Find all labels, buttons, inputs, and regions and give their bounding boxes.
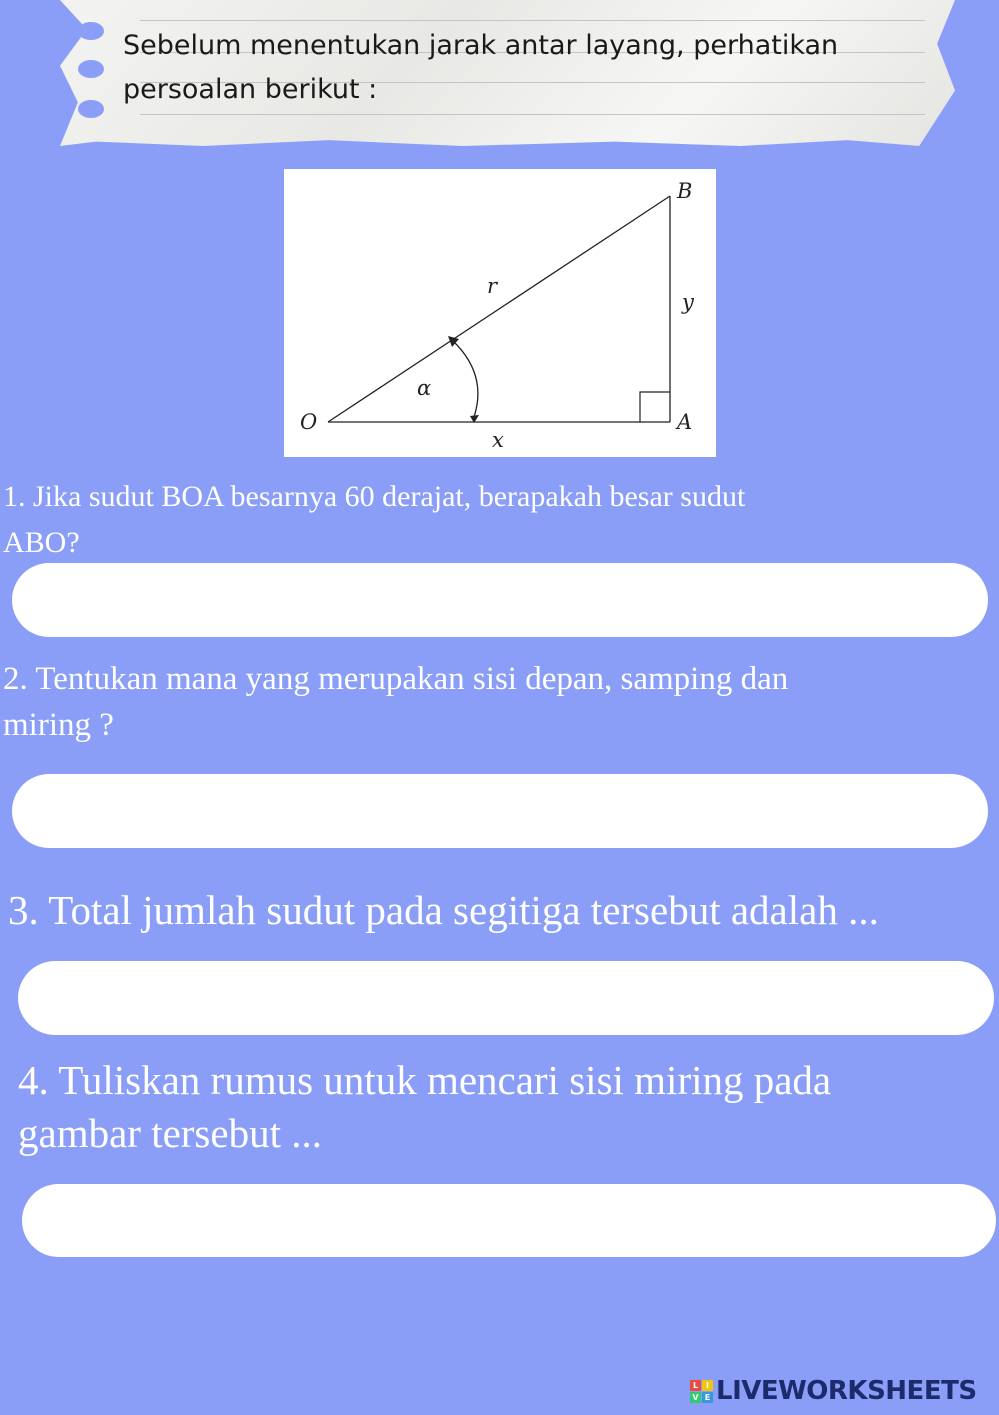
note-rule [140, 20, 925, 21]
question-4-line-2: gambar tersebut ... [18, 1110, 322, 1156]
question-4 [18, 1054, 831, 1160]
question-3-line-1: 3. Total jumlah sudut pada segitiga tersebut adalah ... [8, 887, 879, 933]
side-label-x: x [492, 428, 504, 452]
intro-text [123, 24, 943, 112]
liveworksheets-logo-icon [690, 1380, 713, 1403]
question-1 [3, 474, 745, 566]
angle-label-alpha: α [417, 376, 432, 400]
side-label-r: r [487, 274, 498, 298]
logo-mark-letter: E [702, 1392, 713, 1403]
answer-field-3[interactable] [18, 961, 994, 1035]
logo-text: LIVEWORKSHEETS [716, 1376, 977, 1406]
answer-field-1[interactable] [12, 563, 988, 637]
logo-mark-letter: I [702, 1380, 713, 1391]
right-angle-mark [640, 392, 670, 422]
logo-mark-letter: V [690, 1392, 701, 1403]
vertex-label-a: A [677, 410, 693, 434]
question-2-line-2: miring ? [3, 707, 114, 743]
intro-line-1: Sebelum menentukan jarak antar layang, perhatikan [123, 30, 839, 61]
binder-hole [78, 100, 104, 118]
note-rule [140, 114, 925, 115]
triangle-figure [284, 169, 716, 457]
vertex-label-o: O [300, 410, 318, 434]
question-1-line-1: 1. Jika sudut BOA besarnya 60 derajat, berapakah besar sudut [3, 480, 746, 513]
binder-hole [78, 60, 104, 78]
question-4-line-1: 4. Tuliskan rumus untuk mencari sisi miring pada [18, 1057, 832, 1103]
side-r [328, 196, 670, 422]
question-3 [8, 883, 879, 937]
logo-mark-letter: L [690, 1380, 701, 1391]
side-label-y: y [682, 290, 694, 314]
question-2-line-1: 2. Tentukan mana yang merupakan sisi depan, samping dan [3, 661, 789, 697]
liveworksheets-logo [690, 1374, 977, 1408]
binder-hole [78, 22, 104, 40]
triangle-diagram [284, 169, 716, 457]
answer-field-4[interactable] [22, 1184, 996, 1257]
question-2 [3, 656, 788, 748]
angle-arc [452, 340, 478, 417]
vertex-label-b: B [677, 179, 693, 203]
answer-field-2[interactable] [12, 774, 988, 848]
question-1-line-2: ABO? [3, 526, 80, 559]
intro-line-2: persoalan berikut : [123, 74, 378, 105]
